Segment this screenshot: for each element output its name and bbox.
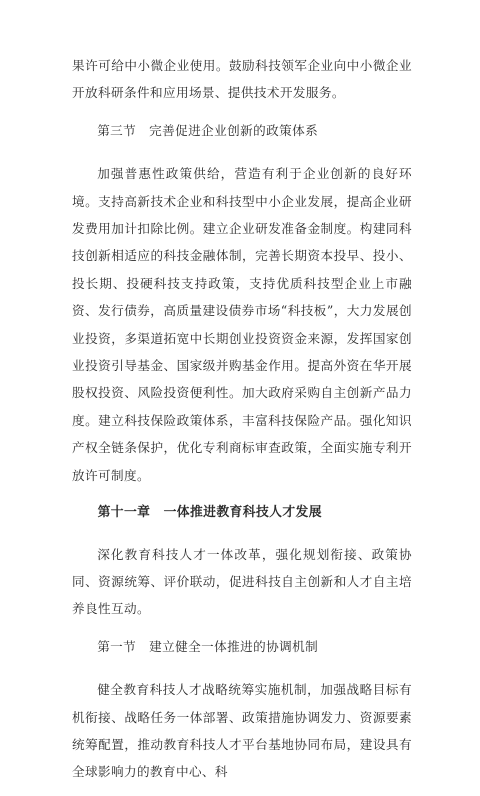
paragraph-mechanism: 健全教育科技人才战略统筹实施机制，加强战略目标有机衔接、战略任务一体部署、政策措施协调发力、资源要素统筹配置，推动教育科技人才平台基地协同布局，建设具有全球影响力的教育中心、科 (72, 682, 412, 780)
paragraph-policy: 加强普惠性政策供给，营造有利于企业创新的良好环境。支持高新技术企业和科技型中小企业发展，提高企业研发费用加计扣除比例。建立企业研发准备金制度。构建同科技创新相适应的科技金融体制，完善长期资本投早、投小、投长期、投硬科技支持政策，支持优质科技型企业上市融资、发行债券，高质量建设债券市场“科技板”，大力发展创业投资，多渠道拓宽中长期创业投资资金来源，发挥国家创业投资引导基金、国家级并购基金作用。提高外资在华开展股权投资、风险投资便利性。加大政府采购自主创新产品力度。建立科技保险政策体系，丰富科技保险产品。强化知识产权全链条保护，优化专利商标审查政策，全面实施专利开放许可制度。 (72, 166, 412, 483)
paragraph-chapter-intro: 深化教育科技人才一体改革，强化规划衔接、政策协同、资源统筹、评价联动，促进科技自主创新和人才自主培养良性互动。 (72, 546, 412, 617)
document-body (72, 52, 412, 796)
section-3-heading: 第三节 完善促进企业创新的政策体系 (97, 122, 319, 138)
section-1-heading: 第一节 建立健全一体推进的协调机制 (97, 638, 319, 654)
paragraph-continued: 果许可给中小微企业使用。鼓励科技领军企业向中小微企业开放科研条件和应用场景、提供技术开发服务。 (72, 58, 412, 101)
chapter-11-heading: 第十一章 一体推进教育科技人才发展 (97, 505, 322, 521)
